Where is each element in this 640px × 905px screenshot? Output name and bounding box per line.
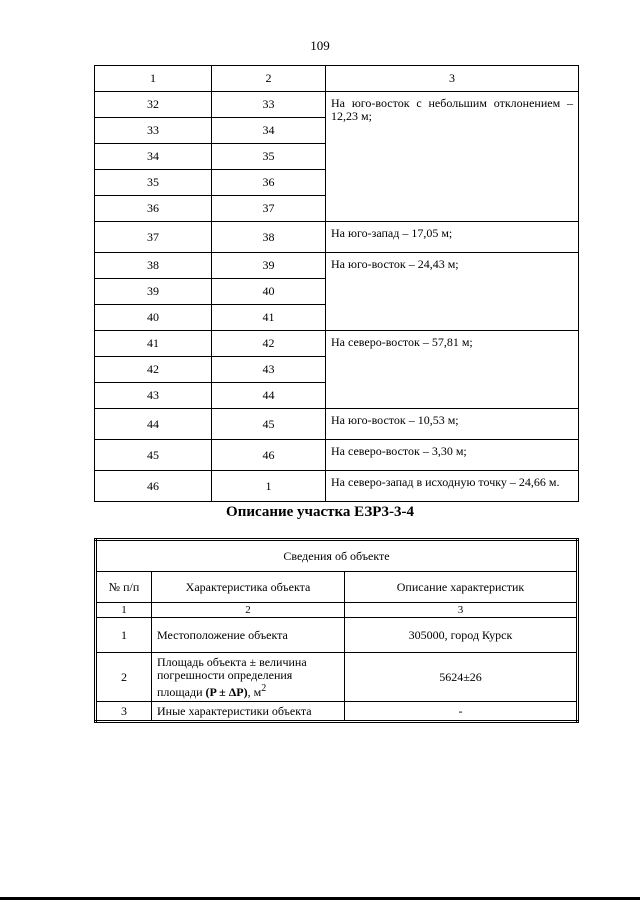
boundary-table	[94, 65, 579, 502]
point-from: 43	[95, 383, 212, 409]
point-to: 36	[212, 170, 326, 196]
point-to: 1	[212, 471, 326, 502]
point-from: 37	[95, 222, 212, 253]
characteristic-label: Местоположение объекта	[152, 618, 345, 653]
table-row	[95, 92, 579, 118]
area-formula: (P ± ΔP)	[205, 684, 248, 699]
table-row	[95, 222, 579, 253]
row-number: 2	[96, 653, 152, 702]
segment-description: На юго-восток с небольшим отклонением – 12,23 м;	[326, 92, 579, 222]
unit-superscript: 2	[261, 682, 267, 694]
column-header-row	[96, 572, 578, 603]
column-number: 3	[345, 603, 578, 618]
table-title-row	[96, 540, 578, 572]
section-title: Описание участка ЕЗР3-3-4	[226, 504, 414, 520]
table-row	[95, 471, 579, 502]
characteristic-line: погрешности определения	[157, 667, 293, 682]
segment-description: На юго-восток – 10,53 м;	[326, 409, 579, 440]
segment-description: На северо-восток – 3,30 м;	[326, 440, 579, 471]
object-info-table	[94, 538, 579, 723]
point-to: 46	[212, 440, 326, 471]
segment-description: На юго-восток – 24,43 м;	[326, 253, 579, 331]
column-header-description: Описание характеристик	[345, 572, 578, 603]
column-header-characteristic: Характеристика объекта	[152, 572, 345, 603]
characteristic-value: -	[345, 702, 578, 722]
point-from: 40	[95, 305, 212, 331]
row-number: 1	[96, 618, 152, 653]
column-number: 1	[96, 603, 152, 618]
point-to: 41	[212, 305, 326, 331]
point-to: 33	[212, 92, 326, 118]
characteristic-value: 5624±26	[345, 653, 578, 702]
segment-description: На северо-запад в исходную точку – 24,66 м.	[326, 471, 579, 502]
row-number: 3	[96, 702, 152, 722]
point-from: 41	[95, 331, 212, 357]
characteristic-label: Иные характеристики объекта	[152, 702, 345, 722]
point-from: 46	[95, 471, 212, 502]
unit-text: , м	[247, 684, 262, 699]
point-to: 40	[212, 279, 326, 305]
characteristic-label	[152, 653, 345, 702]
point-from: 33	[95, 118, 212, 144]
column-number: 2	[152, 603, 345, 618]
table-row	[95, 440, 579, 471]
header-cell: 2	[212, 66, 326, 92]
point-to: 43	[212, 357, 326, 383]
header-cell: 1	[95, 66, 212, 92]
column-header-number: № п/п	[96, 572, 152, 603]
header-cell: 3	[326, 66, 579, 92]
point-to: 38	[212, 222, 326, 253]
table-header-row	[95, 66, 579, 92]
segment-description: На северо-восток – 57,81 м;	[326, 331, 579, 409]
point-from: 42	[95, 357, 212, 383]
table-row	[95, 331, 579, 357]
table-row	[95, 409, 579, 440]
point-from: 38	[95, 253, 212, 279]
characteristic-value: 305000, город Курск	[345, 618, 578, 653]
point-from: 34	[95, 144, 212, 170]
point-to: 44	[212, 383, 326, 409]
point-to: 37	[212, 196, 326, 222]
point-from: 45	[95, 440, 212, 471]
point-from: 32	[95, 92, 212, 118]
point-from: 39	[95, 279, 212, 305]
page-number: 109	[310, 38, 330, 53]
table-title: Сведения об объекте	[96, 540, 578, 572]
table-row	[96, 618, 578, 653]
point-from: 44	[95, 409, 212, 440]
column-number-row	[96, 603, 578, 618]
point-to: 35	[212, 144, 326, 170]
table-row	[96, 702, 578, 722]
point-to: 39	[212, 253, 326, 279]
point-from: 36	[95, 196, 212, 222]
bottom-border	[0, 897, 640, 900]
point-to: 42	[212, 331, 326, 357]
point-from: 35	[95, 170, 212, 196]
segment-description: На юго-запад – 17,05 м;	[326, 222, 579, 253]
characteristic-line: площади	[157, 684, 206, 699]
point-to: 45	[212, 409, 326, 440]
table-row	[95, 253, 579, 279]
table-row	[96, 653, 578, 702]
characteristic-line: Площадь объекта ± величина	[157, 654, 307, 669]
point-to: 34	[212, 118, 326, 144]
